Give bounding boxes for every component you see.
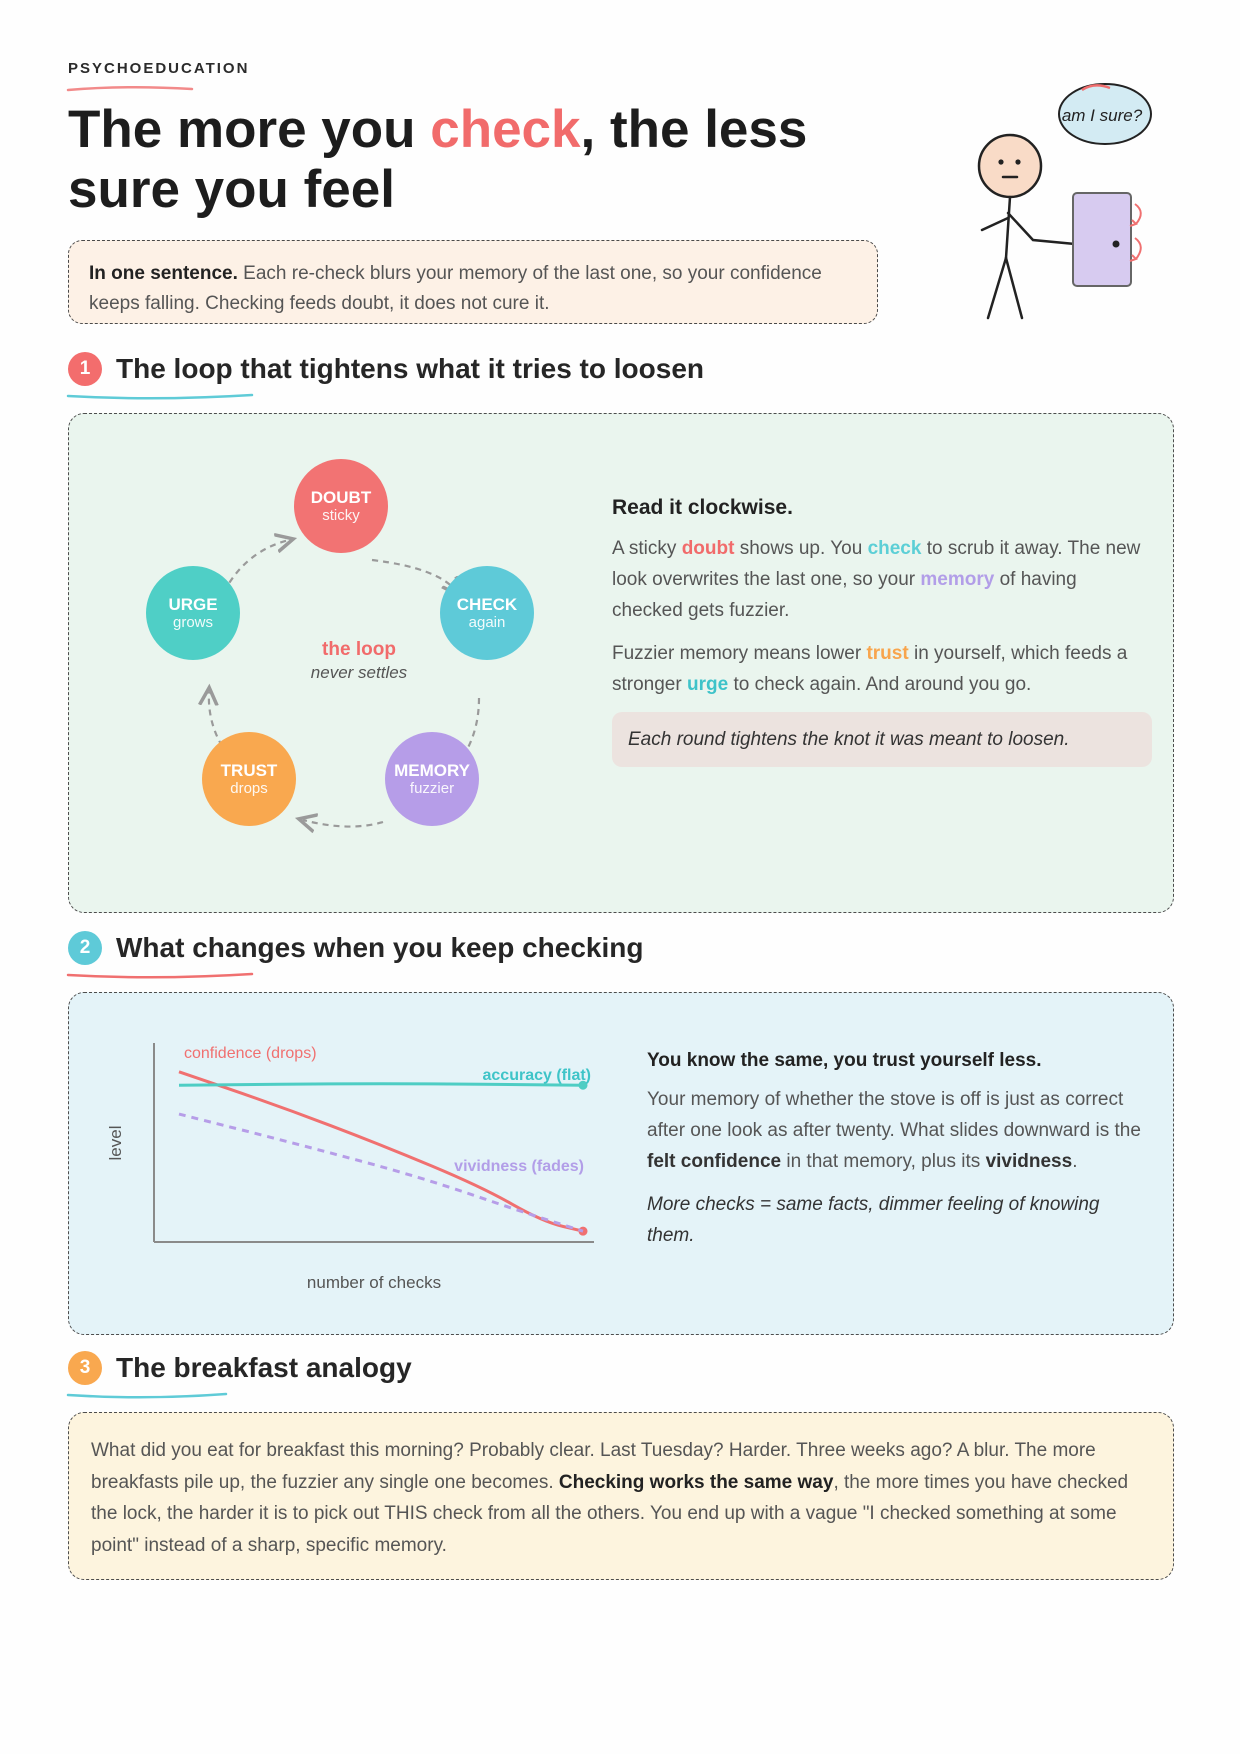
- term-check: check: [867, 538, 922, 559]
- checking-heading: You know the same, you trust yourself less.: [647, 1050, 1042, 1071]
- checks-line-chart: [99, 1023, 669, 1298]
- section-2-title: What changes when you keep checking: [116, 932, 644, 963]
- text-run: to check again. And around you go.: [728, 674, 1032, 695]
- checking-explanation: [647, 1045, 1147, 1263]
- loop-node-urge: [146, 566, 240, 660]
- series-line-accuracy: [179, 1084, 583, 1085]
- title-text-1: The more you: [68, 100, 431, 159]
- section-1-underline: [66, 391, 266, 403]
- term-memory: memory: [920, 569, 995, 590]
- section-1-title: The loop that tightens what it tries to loosen: [116, 353, 704, 384]
- arrow-memory-trust: [303, 820, 383, 827]
- term-urge: urge: [686, 674, 729, 695]
- section-2-badge: 2: [68, 931, 102, 965]
- text-run: Your memory of whether the stove is off is just as correct after one look as after twenty. What slides downward is the: [647, 1089, 1141, 1141]
- text-run: in that memory, plus its: [781, 1151, 986, 1172]
- eyebrow-text: PSYCHOEDUCATION: [68, 60, 250, 77]
- node-label: URGE: [168, 595, 218, 614]
- node-sub: sticky: [322, 507, 360, 524]
- loop-paragraph-1: [612, 533, 1152, 626]
- section-1-header: [68, 349, 704, 389]
- term-checking-works: Checking works the same way: [558, 1471, 834, 1493]
- loop-center-label: [259, 638, 459, 684]
- head-icon: [979, 135, 1041, 197]
- title-highlight: check: [430, 100, 581, 159]
- node-sub: fuzzier: [409, 780, 455, 797]
- breakfast-panel: [68, 1412, 1174, 1580]
- thought-bubble-text: am I sure?: [1061, 106, 1143, 125]
- checking-paragraph-1: [647, 1084, 1147, 1177]
- section-3-badge: 3: [68, 1351, 102, 1385]
- section-3-title: The breakfast analogy: [116, 1352, 412, 1383]
- term-trust: trust: [866, 643, 909, 664]
- shake-arrow-icon: [1135, 204, 1141, 224]
- node-sub: drops: [230, 780, 268, 797]
- door-icon: [1073, 193, 1131, 286]
- text-run: , the more times you have checked the lock, the harder it is to pick out THIS check from all the others. You end up with a vague "I checked something at some point" instead of a sharp, specific memory.: [91, 1471, 1129, 1556]
- text-run: Fuzzier memory means lower: [612, 643, 867, 664]
- loop-panel: [68, 413, 1174, 913]
- eyebrow-underline: [66, 84, 196, 94]
- loop-quote: Each round tightens the knot it was meant to loosen.: [612, 712, 1152, 767]
- arrow-doubt-check: [372, 560, 457, 592]
- text-run: What did you eat for breakfast this morning? Probably clear. Last Tuesday? Harder. Three weeks ago? A blur. The more breakfasts pile up, the fuzzier any single one becomes.: [91, 1440, 1096, 1493]
- title-text-2: , the less sure you feel: [68, 100, 808, 219]
- loop-center-sub: never settles: [310, 663, 408, 682]
- section-2-header: [68, 928, 643, 968]
- section-3-header: [68, 1348, 412, 1388]
- term-vividness: vividness: [985, 1151, 1073, 1172]
- node-label: DOUBT: [310, 488, 372, 507]
- loop-explanation: [612, 492, 1152, 767]
- loop-node-trust: [202, 732, 296, 826]
- text-run: shows up. You: [734, 538, 868, 559]
- text-run: .: [1072, 1151, 1078, 1172]
- series-label-accuracy: accuracy (flat): [482, 1067, 591, 1084]
- chart-x-label: number of checks: [306, 1273, 442, 1292]
- loop-center-title: the loop: [322, 639, 396, 660]
- loop-paragraph-2: [612, 638, 1152, 700]
- node-sub: again: [468, 614, 506, 631]
- section-1-badge: 1: [68, 352, 102, 386]
- summary-lead: In one sentence.: [89, 263, 238, 284]
- chart-y-label: level: [106, 1125, 125, 1161]
- term-doubt: doubt: [681, 538, 735, 559]
- summary-text: Each re-check blurs your memory of the last one, so your confidence keeps falling. Checking feeds doubt, it does not cure it.: [89, 263, 822, 314]
- text-run: of having checked gets fuzzier.: [612, 569, 1077, 621]
- section-2-underline: [66, 970, 266, 982]
- loop-heading: Read it clockwise.: [612, 496, 793, 519]
- eyebrow-label: [68, 60, 249, 77]
- series-line-confidence: [179, 1072, 583, 1231]
- text-run: A sticky: [612, 538, 682, 559]
- text-run: to scrub it away. The new look overwrites the last one, so your: [612, 538, 1141, 590]
- checking-paragraph-2: More checks = same facts, dimmer feeling of knowing them.: [647, 1194, 1100, 1246]
- series-label-vividness: vividness (fades): [454, 1158, 584, 1175]
- loop-node-memory: [385, 732, 479, 826]
- section-3-underline: [66, 1390, 246, 1402]
- term-felt-confidence: felt confidence: [647, 1151, 782, 1172]
- summary-box: [68, 240, 878, 324]
- node-label: CHECK: [456, 595, 518, 614]
- checking-panel: [68, 992, 1174, 1335]
- series-label-confidence: confidence (drops): [184, 1045, 317, 1062]
- text-run: in yourself, which feeds a stronger: [612, 643, 1128, 695]
- node-label: TRUST: [220, 761, 278, 780]
- loop-node-doubt: [294, 459, 388, 553]
- page-title: [68, 100, 888, 220]
- breakfast-text: [91, 1435, 1151, 1561]
- stick-figure-illustration: [970, 78, 1170, 328]
- node-sub: grows: [172, 614, 213, 631]
- node-label: MEMORY: [394, 761, 470, 780]
